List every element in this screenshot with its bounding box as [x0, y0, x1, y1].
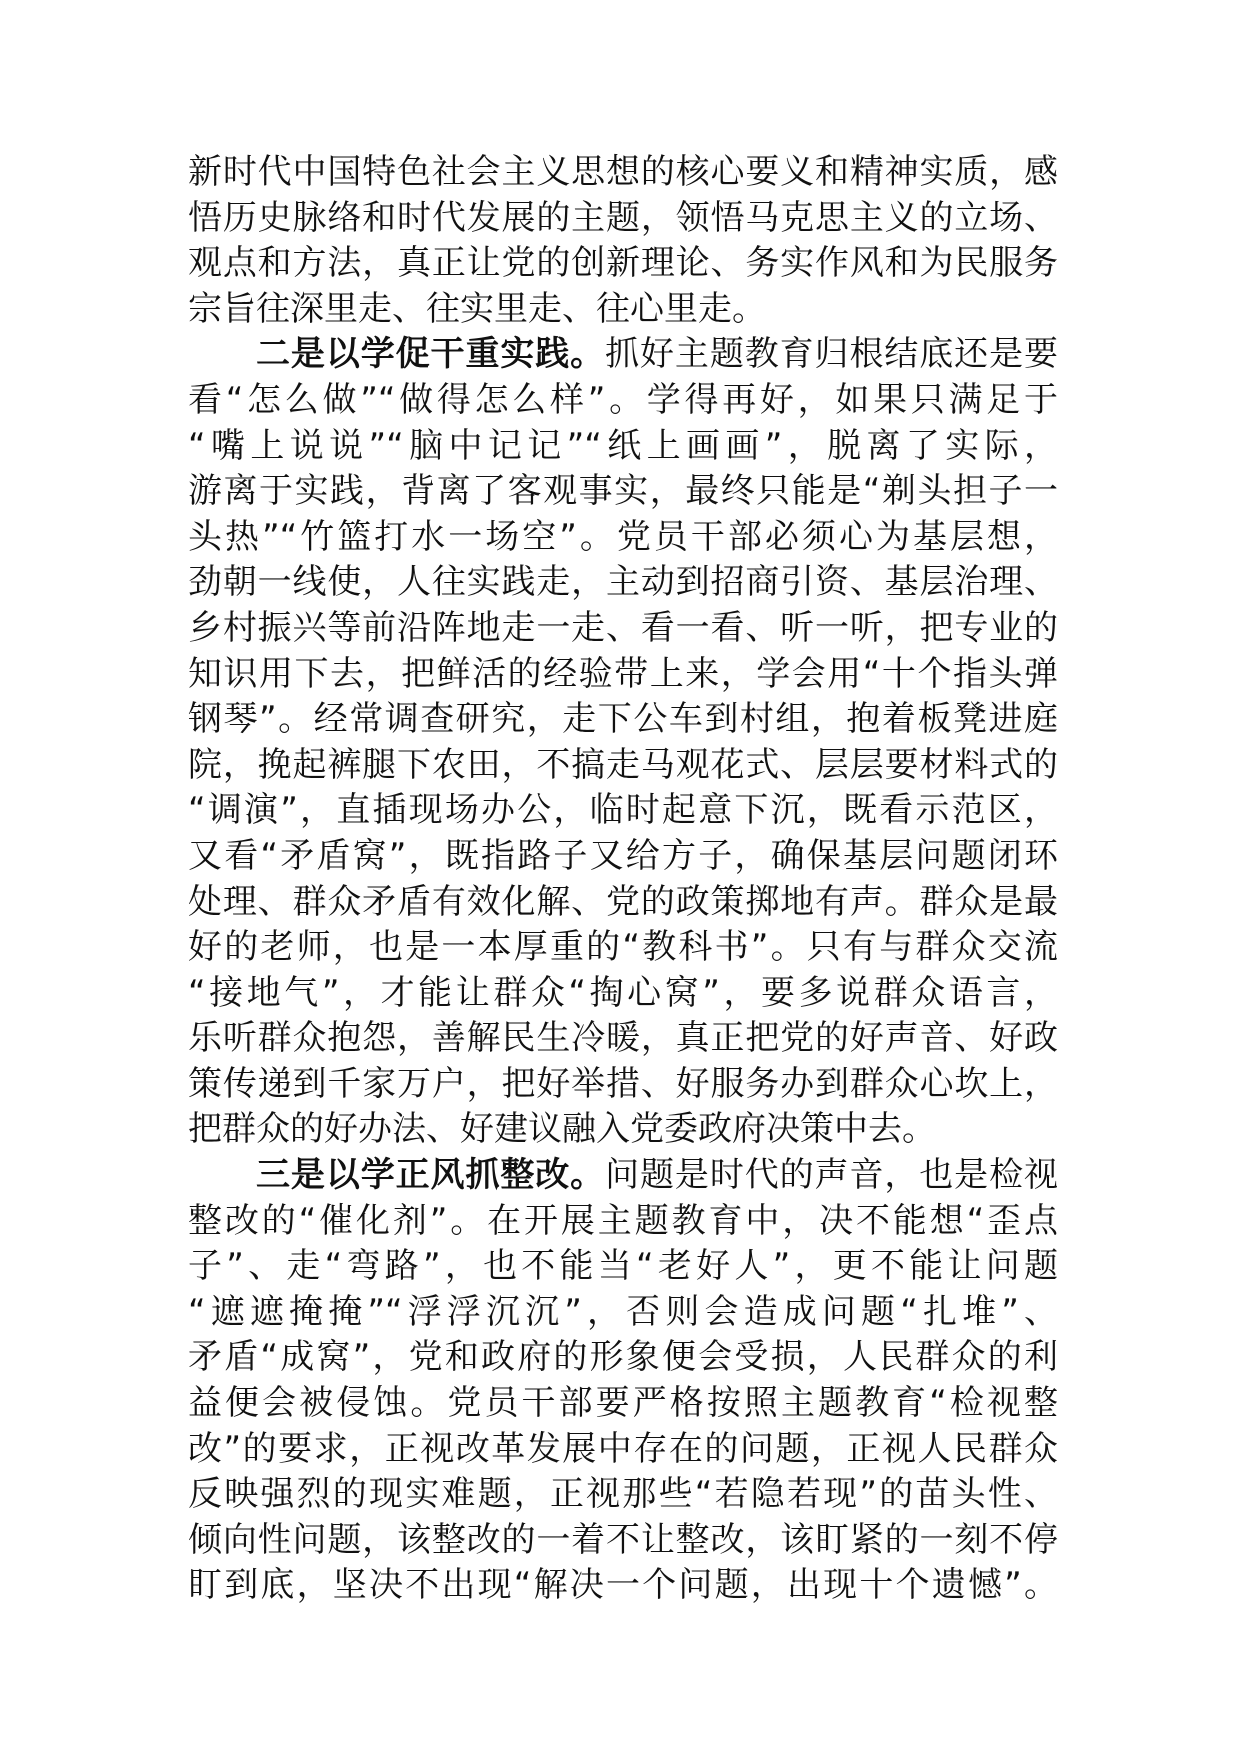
text-line: 子”、走“弯路”，也不能当“老好人”，更不能让问题: [188, 1246, 1058, 1287]
text-line: “遮遮掩掩”“浮浮沉沉”，否则会造成问题“扎堆”、: [188, 1291, 1058, 1332]
text-line: 观点和方法，真正让党的创新理论、务实作风和为民服务: [188, 243, 1058, 284]
text-line: 看“怎么做”“做得怎么样”。学得再好，如果只满足于: [188, 379, 1058, 420]
text-line: 好的老师，也是一本厚重的“教科书”。只有与群众交流: [188, 927, 1058, 968]
text-line: “调演”，直插现场办公，临时起意下沉，既看示范区，: [188, 790, 1058, 831]
body-text: [188, 150, 1058, 1609]
text-line: 反映强烈的现实难题，正视那些“若隐若现”的苗头性、: [188, 1474, 1058, 1515]
text-line: 矛盾“成窝”，党和政府的形象便会受损，人民群众的利: [188, 1337, 1058, 1378]
text-line: 新时代中国特色社会主义思想的核心要义和精神实质，感: [188, 152, 1058, 192]
text-line: “接地气”，才能让群众“掏心窝”，要多说群众语言，: [188, 972, 1058, 1013]
text-line: 头热”“竹篮打水一场空”。党员干部必须心为基层想，: [188, 516, 1058, 557]
text-line: 改”的要求，正视改革发展中存在的问题，正视人民群众: [188, 1428, 1058, 1469]
section-heading: 三是以学正风抓整改。: [256, 1155, 606, 1196]
text-line: 悟历史脉络和时代发展的主题，领悟马克思主义的立场、: [188, 197, 1058, 238]
section-heading: 二是以学促干重实践。: [256, 334, 606, 375]
section-heading-line: 二是以学促干重实践。抓好主题教育归根结底还是要: [256, 334, 1059, 375]
text-line: 策传递到千家万户，把好举措、好服务办到群众心坎上，: [188, 1063, 1058, 1104]
text-line: 院，挽起裤腿下农田，不搞走马观花式、层层要材料式的: [188, 744, 1058, 785]
text-line: 游离于实践，背离了客观事实，最终只能是“剃头担子一: [188, 471, 1058, 512]
text-line: 乐听群众抱怨，善解民生冷暖，真正把党的好声音、好政: [188, 1018, 1058, 1059]
text-line: 处理、群众矛盾有效化解、党的政策掷地有声。群众是最: [188, 881, 1058, 922]
text-line: 整改的“催化剂”。在开展主题教育中，决不能想“歪点: [188, 1200, 1058, 1241]
text-line: 钢琴”。经常调查研究，走下公车到村组，抱着板凳进庭: [188, 699, 1058, 740]
text-line: 知识用下去，把鲜活的经验带上来，学会用“十个指头弹: [188, 653, 1058, 694]
text-line: “嘴上说说”“脑中记记”“纸上画画”，脱离了实际，: [188, 425, 1058, 466]
text-line: 乡村振兴等前沿阵地走一走、看一看、听一听，把专业的: [188, 607, 1058, 648]
text-line: 劲朝一线使，人往实践走，主动到招商引资、基层治理、: [188, 562, 1058, 603]
text-line: 又看“矛盾窝”，既指路子又给方子，确保基层问题闭环: [188, 835, 1058, 876]
paragraph-end-line: 宗旨往深里走、往实里走、往心里走。: [188, 288, 766, 329]
text-line: 盯到底，坚决不出现“解决一个问题，出现十个遗憾”。: [188, 1565, 1058, 1606]
section-heading-line: 三是以学正风抓整改。问题是时代的声音，也是检视: [256, 1155, 1059, 1196]
text-line: 益便会被侵蚀。党员干部要严格按照主题教育“检视整: [188, 1383, 1058, 1424]
paragraph-end-line: 把群众的好办法、好建议融入党委政府决策中去。: [188, 1109, 936, 1150]
text-line: 倾向性问题，该整改的一着不让整改，该盯紧的一刻不停: [188, 1519, 1058, 1560]
